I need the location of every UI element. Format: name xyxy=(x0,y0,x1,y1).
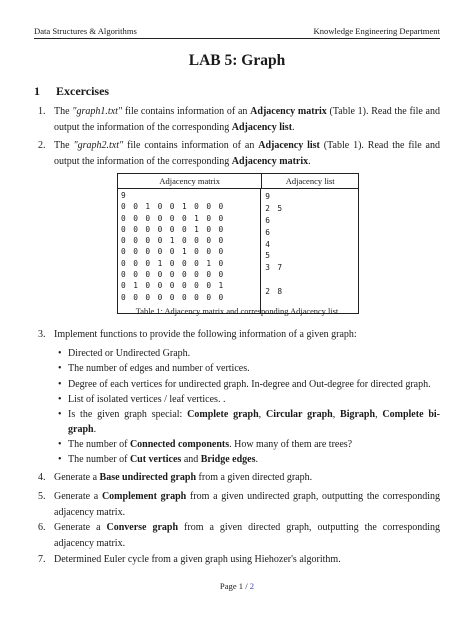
bold-term: Adjacency matrix xyxy=(250,106,327,117)
page-footer xyxy=(0,581,474,591)
bullet-text xyxy=(68,377,440,392)
exercise-item xyxy=(38,327,440,343)
header-rule xyxy=(34,38,440,39)
matrix-line: 0 0 1 0 0 1 0 0 0 xyxy=(121,202,225,212)
list-column xyxy=(261,189,358,313)
text-run: and xyxy=(181,454,201,465)
text-run: Generate a xyxy=(54,491,102,502)
list-line: 4 xyxy=(265,239,272,249)
page-header xyxy=(34,26,440,36)
header-course: Data Structures & Algorithms xyxy=(34,26,137,36)
bullet-item xyxy=(58,452,440,467)
bold-term: Complete bi-graph xyxy=(68,409,441,435)
text-run: , xyxy=(375,409,383,420)
text-run: . xyxy=(308,155,311,167)
list-line: 9 xyxy=(265,192,272,201)
section-heading xyxy=(34,84,109,99)
bullet-dot: • xyxy=(58,454,62,465)
bullet-text xyxy=(68,346,440,361)
text-run: . xyxy=(292,121,295,133)
exercise-item xyxy=(38,138,440,169)
table-header-row xyxy=(118,174,358,189)
bullet-item xyxy=(58,392,440,407)
exercise-text xyxy=(54,327,440,343)
total-pages-link[interactable]: 2 xyxy=(249,581,255,591)
exercise-text xyxy=(54,104,440,135)
bold-term: Complement graph xyxy=(101,491,187,502)
text-run: The xyxy=(54,106,73,117)
bullet-text xyxy=(68,407,440,437)
text-run: The xyxy=(54,140,74,151)
exercise-text xyxy=(54,138,440,169)
exercise-text xyxy=(54,520,440,551)
matrix-line: 0 0 0 0 0 0 0 0 0 xyxy=(121,292,225,302)
table-body xyxy=(118,189,358,313)
list-line: 5 xyxy=(265,251,272,261)
file-name: "graph2.txt" xyxy=(73,140,124,151)
exercise-item xyxy=(38,552,440,568)
bullet-item xyxy=(58,407,440,437)
exercise-number: 4. xyxy=(38,472,46,483)
matrix-line: 0 0 0 0 0 1 0 0 0 xyxy=(121,247,225,257)
bullet-item xyxy=(58,361,440,376)
text-run: Generate a xyxy=(54,472,100,483)
text-run: Determined Euler cycle from a given graph using Hiehozer's algorithm. xyxy=(54,554,341,565)
exercise-number: 3. xyxy=(38,329,46,340)
bullet-item xyxy=(58,346,440,361)
matrix-line: 0 0 0 0 0 0 0 0 0 xyxy=(121,270,225,280)
exercise-item xyxy=(38,489,440,520)
bullet-text xyxy=(68,361,440,376)
text-run: . xyxy=(255,454,258,465)
exercise-text xyxy=(54,552,440,568)
text-run: from a given undirected graph, outputting the corresponding adjacency matrix. xyxy=(54,491,440,518)
text-run: file contains information of an xyxy=(123,140,259,151)
text-run: The number of edges and number of vertices. xyxy=(68,363,250,374)
list-line: 3 7 xyxy=(265,263,284,273)
text-run: (Table 1). Read the file and output the information of the corresponding xyxy=(54,140,440,167)
text-run: . How many of them are trees? xyxy=(229,439,353,450)
text-run: , xyxy=(332,409,341,420)
exercise-item xyxy=(38,104,440,135)
matrix-line: 0 0 0 0 1 0 0 0 0 xyxy=(121,236,225,246)
text-run: from a given directed graph, outputting the corresponding adjacency matrix. xyxy=(54,522,441,549)
exercise-number: 5. xyxy=(38,491,46,502)
bullet-dot: • xyxy=(58,379,62,390)
bullet-dot: • xyxy=(58,439,62,450)
text-run: Is the given graph special: xyxy=(68,409,188,420)
bold-term: Bigraph xyxy=(340,409,376,420)
bold-term: Adjacency list xyxy=(231,121,293,133)
exercise-item xyxy=(38,520,440,551)
text-run: The number of xyxy=(68,454,130,465)
bold-term: Circular graph xyxy=(266,409,333,420)
text-run: , xyxy=(258,409,266,420)
bullet-text xyxy=(68,437,440,452)
text-run: file contains information of an xyxy=(122,106,251,117)
bold-term: Adjacency matrix xyxy=(231,155,309,167)
bullet-text xyxy=(68,392,440,407)
page-number-text: Page 1 / xyxy=(219,581,250,591)
bullet-text xyxy=(68,452,440,467)
matrix-line: 0 1 0 0 0 0 0 0 1 xyxy=(121,281,225,291)
section-number: 1 xyxy=(34,84,40,98)
exercise-number: 6. xyxy=(38,522,46,533)
matrix-line: 0 0 0 0 0 0 1 0 0 xyxy=(121,224,225,234)
table-header-matrix: Adjacency matrix xyxy=(118,174,262,188)
text-run: Degree of each vertices for undirected graph. In-degree and Out-degree for directed graph. xyxy=(68,379,431,390)
list-line: 2 8 xyxy=(265,287,284,297)
adjacency-table xyxy=(117,173,359,314)
bold-term: Connected components xyxy=(129,439,230,450)
text-run: Implement functions to provide the following information of a given graph: xyxy=(54,329,357,340)
page-title: LAB 5: Graph xyxy=(188,52,286,69)
bold-term: Adjacency list xyxy=(258,140,320,151)
bullet-dot: • xyxy=(58,363,62,374)
text-run: Generate a xyxy=(54,522,107,533)
exercise-text xyxy=(54,489,440,520)
list-line: 2 5 xyxy=(265,203,284,213)
list-line xyxy=(265,274,358,286)
bullet-dot: • xyxy=(58,409,62,420)
text-run: (Table 1). Read the file and output the information of the corresponding xyxy=(54,106,440,133)
bold-term: Base undirected graph xyxy=(99,472,197,483)
text-run: List of isolated vertices / leaf vertices. . xyxy=(68,394,226,405)
exercise-number: 7. xyxy=(38,554,46,565)
matrix-line: 0 0 0 0 0 0 1 0 0 xyxy=(121,213,225,223)
matrix-line: 9 xyxy=(121,191,128,200)
bullet-item xyxy=(58,437,440,452)
bullet-item xyxy=(58,377,440,392)
text-run: The number of xyxy=(68,439,130,450)
bullet-dot: • xyxy=(58,348,62,359)
exercise-number: 2. xyxy=(38,140,46,151)
table-caption: Table 1: Adjacency matrix and corresponding Adjacency list xyxy=(135,307,339,316)
matrix-line: 0 0 0 1 0 0 0 1 0 xyxy=(121,258,225,268)
list-line: 6 xyxy=(265,215,272,225)
exercise-number: 1. xyxy=(38,106,46,117)
section-title: Excercises xyxy=(56,84,110,98)
text-run: Directed or Undirected Graph. xyxy=(68,348,191,359)
list-line: 6 xyxy=(265,227,272,237)
text-run: from a given directed graph. xyxy=(196,472,313,483)
bullet-dot: • xyxy=(58,394,62,405)
bold-term: Converse graph xyxy=(106,522,179,533)
header-department: Knowledge Engineering Department xyxy=(313,26,440,36)
bold-term: Cut vertices xyxy=(129,454,182,465)
bold-term: Bridge edges xyxy=(200,454,256,465)
file-name: "graph1.txt" xyxy=(72,106,123,117)
table-header-list: Adjacency list xyxy=(285,176,335,186)
exercise-text xyxy=(54,470,440,486)
exercise-item xyxy=(38,470,440,486)
bold-term: Complete graph xyxy=(187,409,259,420)
text-run: . xyxy=(93,424,97,435)
matrix-column xyxy=(118,189,261,313)
